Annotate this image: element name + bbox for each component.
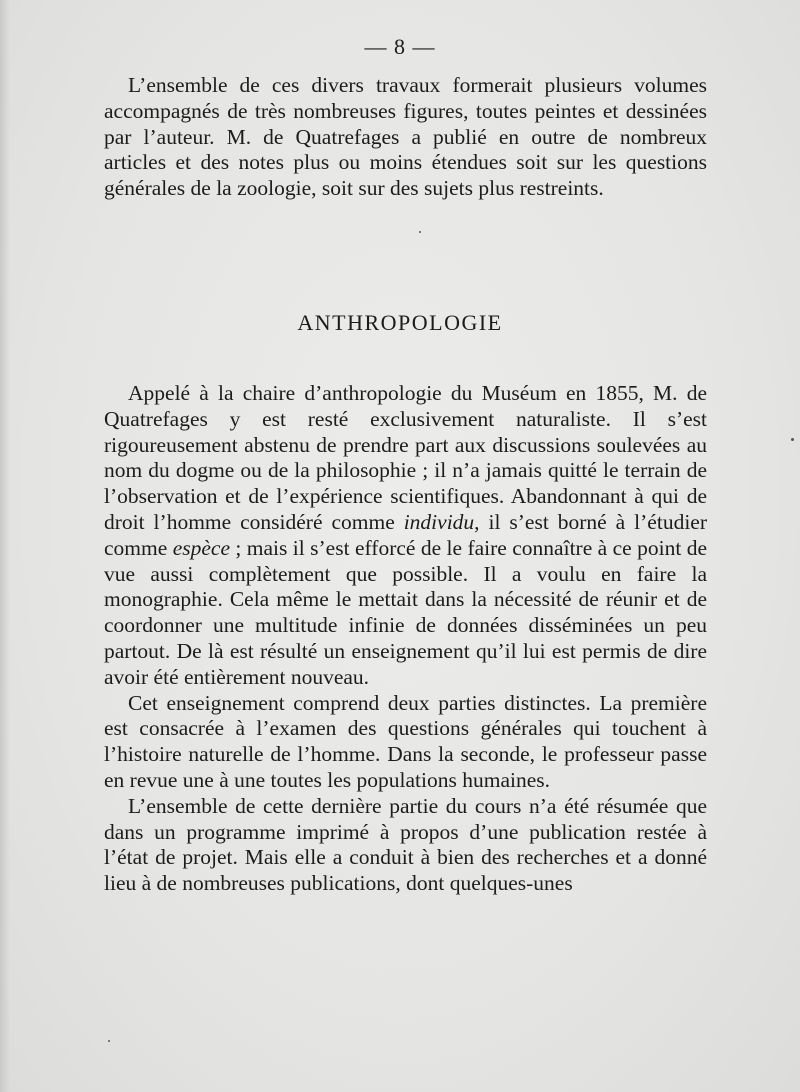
print-speck (419, 231, 421, 233)
section-heading: ANTHROPOLOGIE (297, 310, 503, 335)
intro-text-block (104, 73, 707, 202)
paragraph-1-italic-espece: espèce (172, 535, 230, 560)
paragraph-course-summary: L’ensemble de cette dernière partie du cours n’a été résumée que dans un programme imprimé à propos d’une publication restée à l’état de projet. Mais elle a conduit à bien des recherches et a donné lieu à de nombreuses publications, dont quelques-unes (104, 793, 707, 896)
paragraph-1-italic-individu: individu (403, 509, 475, 534)
paragraph-1-part-3: ; mais il s’est efforcé de le faire connaître à ce point de vue aussi complètement que possible. Il a voulu en faire la monographie. Cela même le mettait dans la nécessité de réunir et de coordonner une multitude infinie de données disséminées un peu partout. De là est résulté un enseignement qu’il lui est permis de dire avoir été entièrement nouveau. (104, 535, 707, 689)
paragraph-chair-of-anthropology (104, 381, 707, 691)
print-speck (791, 438, 794, 441)
intro-paragraph: L’ensemble de ces divers travaux formerait plusieurs volumes accompagnés de très nombreuses figures, toutes peintes et dessinées par l’auteur. M. de Quatrefages a publié en outre de nombreux articles et des notes plus ou moins étendues soit sur les questions générales de la zoologie, soit sur des sujets plus restreints. (104, 73, 707, 201)
paragraph-1-part-2: , il s’est borné à l’étudier comme (104, 509, 707, 560)
page-edge-shadow (0, 0, 10, 1092)
section-body (104, 381, 707, 897)
print-speck (108, 1040, 110, 1042)
paragraph-teaching-parts: Cet enseignement comprend deux parties distinctes. La première est consacrée à l’examen des questions générales qui touchent à l’histoire naturelle de l’homme. Dans la seconde, le professeur passe en revue une à une toutes les populations humaines. (104, 690, 707, 792)
page-number: — 8 — (364, 34, 436, 59)
paragraph-1-part-1: Appelé à la chaire d’anthropologie du Muséum en 1855, M. de Quatrefages y est resté exclusivement naturaliste. Il s’est rigoureusement abstenu de prendre part aux discussions soulevées au nom du dogme ou de la philosophie ; il n’a jamais quitté le terrain de l’observation et de l’expérience scientifiques. Abandonnant à qui de droit l’homme considéré comme (104, 381, 707, 534)
